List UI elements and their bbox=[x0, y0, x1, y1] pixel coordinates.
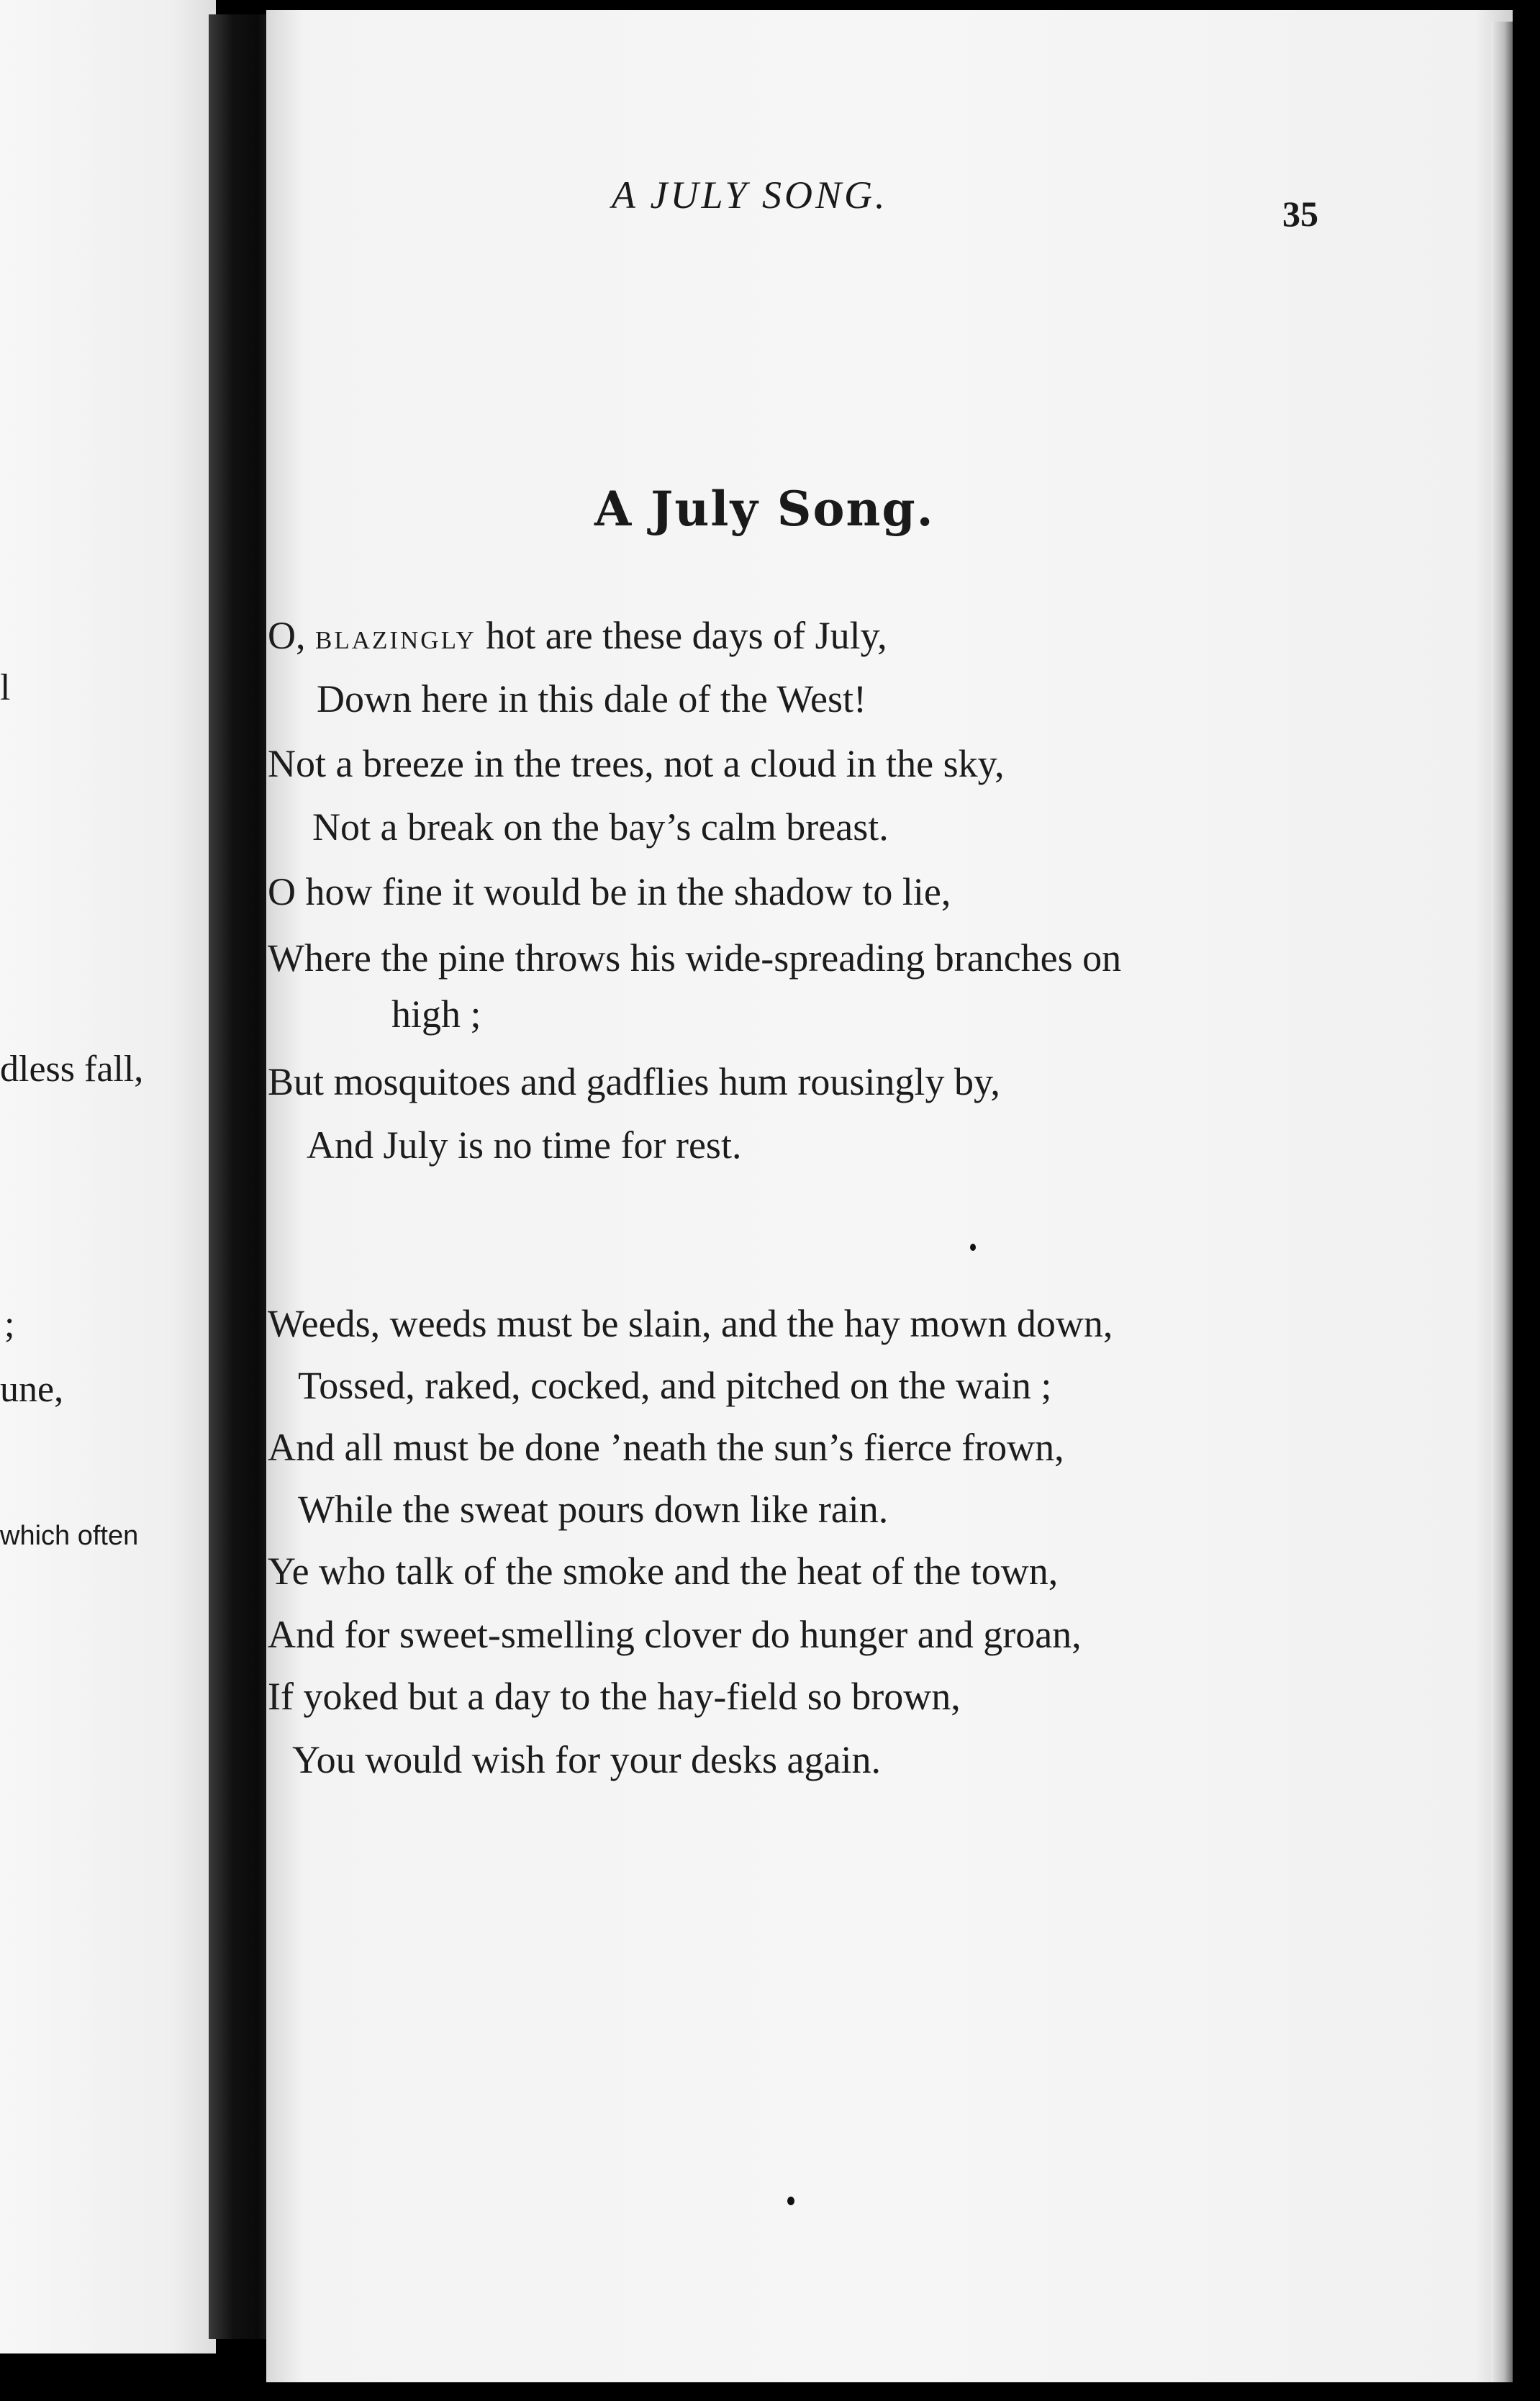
stanza1-line-5: O how fine it would be in the shadow to lie, bbox=[268, 870, 951, 913]
page-number: 35 bbox=[1282, 194, 1318, 234]
stanza1-line-3: Not a breeze in the trees, not a cloud in the sky, bbox=[268, 742, 1005, 785]
stanza1-line-2: Down here in this dale of the West! bbox=[317, 677, 866, 720]
stanza1-line-1: O, blazingly hot are these days of July, bbox=[268, 614, 887, 657]
stanza1-line-8: And July is no time for rest. bbox=[307, 1123, 742, 1167]
stanza2-line-5: Ye who talk of the smoke and the heat of the town, bbox=[268, 1550, 1059, 1593]
small-caps-word: blazingly bbox=[315, 616, 476, 656]
page-edge bbox=[1491, 22, 1513, 2382]
stanza1-line-7: But mosquitoes and gadflies hum rousingly by, bbox=[268, 1060, 1000, 1103]
right-page bbox=[266, 10, 1513, 2382]
ink-speck bbox=[970, 1244, 976, 1251]
left-fragment-3: ; bbox=[4, 1304, 15, 1345]
stanza1-line-6-continued: high ; bbox=[391, 992, 481, 1036]
left-fragment-4: une, bbox=[0, 1369, 64, 1410]
poem-title: A July Song. bbox=[594, 481, 935, 537]
stanza2-line-7: If yoked but a day to the hay-field so brown, bbox=[268, 1675, 961, 1718]
left-fragment-5: which often bbox=[0, 1521, 139, 1551]
running-head: A JULY SONG. bbox=[612, 173, 888, 217]
stanza1-line-6: Where the pine throws his wide-spreading branches on bbox=[268, 936, 1122, 980]
stanza1-line-4: Not a break on the bay’s calm breast. bbox=[312, 805, 889, 849]
left-fragment-1: l bbox=[0, 667, 11, 708]
stanza2-line-3: And all must be done ’neath the sun’s fierce frown, bbox=[268, 1426, 1064, 1469]
ink-speck bbox=[787, 2197, 794, 2205]
stanza2-line-2: Tossed, raked, cocked, and pitched on the wain ; bbox=[298, 1364, 1052, 1407]
stanza2-line-4: While the sweat pours down like rain. bbox=[298, 1488, 889, 1531]
stanza2-line-8: You would wish for your desks again. bbox=[292, 1738, 881, 1781]
left-fragment-2: dless fall, bbox=[0, 1049, 144, 1090]
left-facing-page bbox=[0, 0, 216, 2353]
stanza2-line-6: And for sweet-smelling clover do hunger and groan, bbox=[268, 1613, 1082, 1656]
stanza2-line-1: Weeds, weeds must be slain, and the hay mown down, bbox=[268, 1302, 1113, 1345]
